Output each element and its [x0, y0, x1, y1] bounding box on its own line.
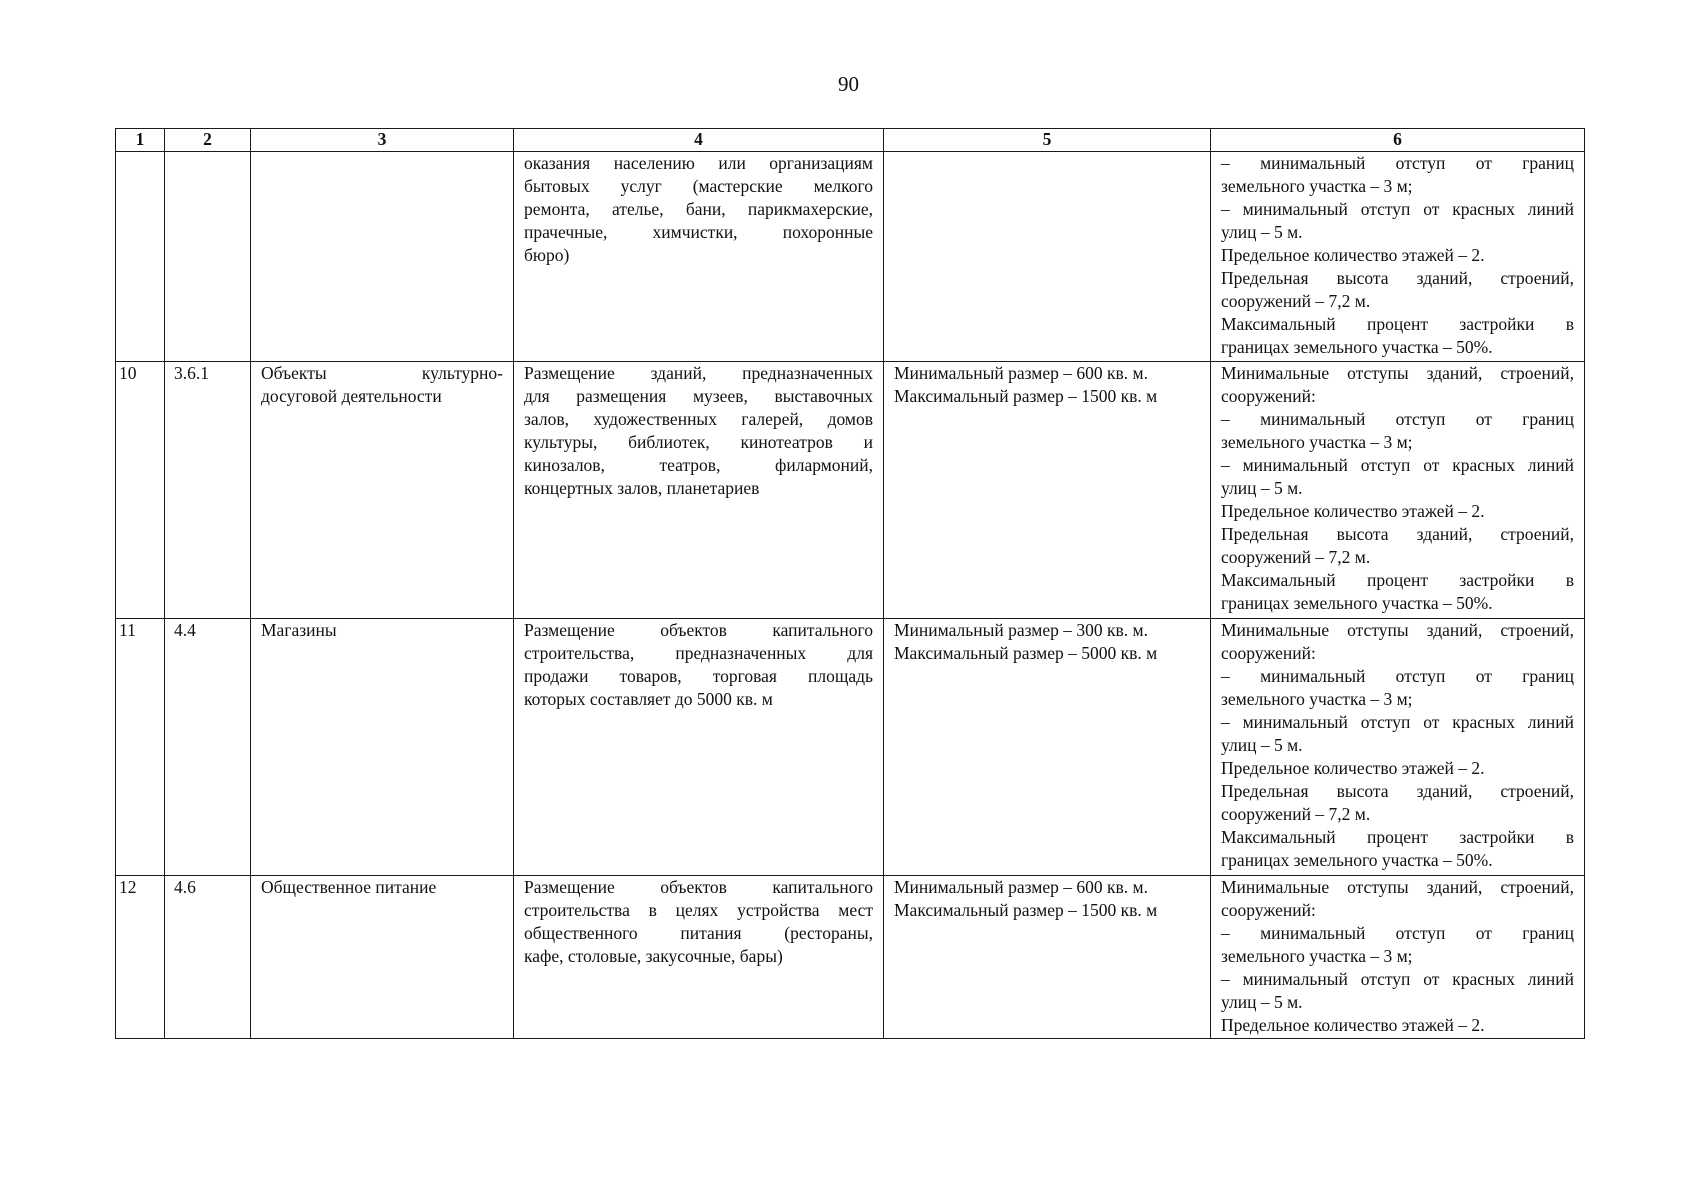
description-line: строительства, предназначенных для: [524, 643, 873, 663]
row-name: [251, 619, 514, 876]
description-line: залов, художественных галерей, домов: [524, 409, 873, 429]
params-line: Максимальный процент застройки в: [1221, 570, 1574, 590]
params-line: сооружений:: [1221, 900, 1316, 920]
row-name: [251, 152, 514, 362]
row-size: [884, 152, 1211, 362]
size-line: Максимальный размер – 1500 кв. м: [894, 386, 1158, 406]
table-row: [116, 876, 1585, 1039]
table-row: [116, 619, 1585, 876]
page-number: 90: [838, 72, 859, 96]
row-code: [165, 152, 251, 362]
row-size: [884, 619, 1211, 876]
header-col-2: 2: [165, 129, 251, 152]
params-line: Предельное количество этажей – 2.: [1221, 501, 1485, 521]
params-line: – минимальный отступ от красных линий: [1221, 712, 1574, 732]
params-line: земельного участка – 3 м;: [1221, 176, 1413, 196]
params-line: Предельная высота зданий, строений,: [1221, 781, 1574, 801]
description-line: Размещение объектов капитального: [524, 877, 873, 897]
params-line: Минимальные отступы зданий, строений,: [1221, 877, 1574, 897]
params-line: границах земельного участка – 50%.: [1221, 337, 1493, 357]
params-line: земельного участка – 3 м;: [1221, 432, 1413, 452]
row-size: [884, 876, 1211, 1039]
description-line: концертных залов, планетариев: [524, 478, 760, 498]
size-line: Минимальный размер – 300 кв. м.: [894, 620, 1148, 640]
params-line: земельного участка – 3 м;: [1221, 689, 1413, 709]
description-line: Размещение зданий, предназначенных: [524, 363, 873, 383]
description-line: для размещения музеев, выставочных: [524, 386, 873, 406]
land-use-regulations-table: [115, 128, 1585, 1039]
name-line: досуговой деятельности: [261, 386, 442, 406]
size-line: Минимальный размер – 600 кв. м.: [894, 877, 1148, 897]
table-row: [116, 362, 1585, 619]
description-line: строительства в целях устройства мест: [524, 900, 873, 920]
description-line: Размещение объектов капитального: [524, 620, 873, 640]
row-params: [1211, 876, 1585, 1039]
header-col-4: 4: [514, 129, 884, 152]
description-line: продажи товаров, торговая площадь: [524, 666, 873, 686]
name-line: Магазины: [261, 620, 337, 640]
params-line: – минимальный отступ от красных линий: [1221, 199, 1574, 219]
params-line: Предельная высота зданий, строений,: [1221, 524, 1574, 544]
params-line: Максимальный процент застройки в: [1221, 827, 1574, 847]
row-code: 4.4: [165, 619, 251, 876]
params-line: Предельное количество этажей – 2.: [1221, 245, 1485, 265]
row-params: [1211, 362, 1585, 619]
description-line: которых составляет до 5000 кв. м: [524, 689, 773, 709]
row-description: [514, 362, 884, 619]
table-header-row: [116, 129, 1585, 152]
description-line: кафе, столовые, закусочные, бары): [524, 946, 783, 966]
params-line: Предельная высота зданий, строений,: [1221, 268, 1574, 288]
params-line: улиц – 5 м.: [1221, 992, 1303, 1012]
params-line: – минимальный отступ от красных линий: [1221, 455, 1574, 475]
header-col-6: 6: [1211, 129, 1585, 152]
description-line: бюро): [524, 245, 570, 265]
params-line: Предельное количество этажей – 2.: [1221, 758, 1485, 778]
description-line: общественного питания (рестораны,: [524, 923, 873, 943]
table-row: [116, 152, 1585, 362]
params-line: сооружений:: [1221, 386, 1316, 406]
header-col-3: 3: [251, 129, 514, 152]
row-code: 3.6.1: [165, 362, 251, 619]
params-line: сооружений – 7,2 м.: [1221, 291, 1371, 311]
params-line: границах земельного участка – 50%.: [1221, 593, 1493, 613]
description-line: оказания населению или организациям: [524, 153, 873, 173]
params-line: Минимальные отступы зданий, строений,: [1221, 363, 1574, 383]
description-line: ремонта, ателье, бани, парикмахерские,: [524, 199, 873, 219]
row-description: [514, 619, 884, 876]
row-params: [1211, 619, 1585, 876]
row-description: [514, 876, 884, 1039]
row-number: 10: [116, 362, 165, 619]
params-line: – минимальный отступ от границ: [1221, 409, 1574, 429]
description-line: культуры, библиотек, кинотеатров и: [524, 432, 873, 452]
row-number: [116, 152, 165, 362]
header-col-1: 1: [116, 129, 165, 152]
params-line: Предельное количество этажей – 2.: [1221, 1015, 1485, 1035]
params-line: сооружений – 7,2 м.: [1221, 547, 1371, 567]
params-line: улиц – 5 м.: [1221, 222, 1303, 242]
params-line: – минимальный отступ от границ: [1221, 923, 1574, 943]
size-line: Максимальный размер – 5000 кв. м: [894, 643, 1158, 663]
header-col-5: 5: [884, 129, 1211, 152]
description-line: кинозалов, театров, филармоний,: [524, 455, 873, 475]
row-name: [251, 876, 514, 1039]
description-line: прачечные, химчистки, похоронные: [524, 222, 873, 242]
row-size: [884, 362, 1211, 619]
params-line: улиц – 5 м.: [1221, 735, 1303, 755]
size-line: Максимальный размер – 1500 кв. м: [894, 900, 1158, 920]
name-line: Общественное питание: [261, 877, 437, 897]
params-line: – минимальный отступ от красных линий: [1221, 969, 1574, 989]
description-line: бытовых услуг (мастерские мелкого: [524, 176, 873, 196]
row-params: [1211, 152, 1585, 362]
row-name: [251, 362, 514, 619]
row-number: 12: [116, 876, 165, 1039]
params-line: Максимальный процент застройки в: [1221, 314, 1574, 334]
params-line: сооружений – 7,2 м.: [1221, 804, 1371, 824]
size-line: Минимальный размер – 600 кв. м.: [894, 363, 1148, 383]
row-description: [514, 152, 884, 362]
row-number: 11: [116, 619, 165, 876]
name-line: Объекты культурно-: [261, 363, 503, 383]
params-line: границах земельного участка – 50%.: [1221, 850, 1493, 870]
params-line: сооружений:: [1221, 643, 1316, 663]
params-line: – минимальный отступ от границ: [1221, 153, 1574, 173]
params-line: земельного участка – 3 м;: [1221, 946, 1413, 966]
params-line: улиц – 5 м.: [1221, 478, 1303, 498]
row-code: 4.6: [165, 876, 251, 1039]
params-line: Минимальные отступы зданий, строений,: [1221, 620, 1574, 640]
params-line: – минимальный отступ от границ: [1221, 666, 1574, 686]
